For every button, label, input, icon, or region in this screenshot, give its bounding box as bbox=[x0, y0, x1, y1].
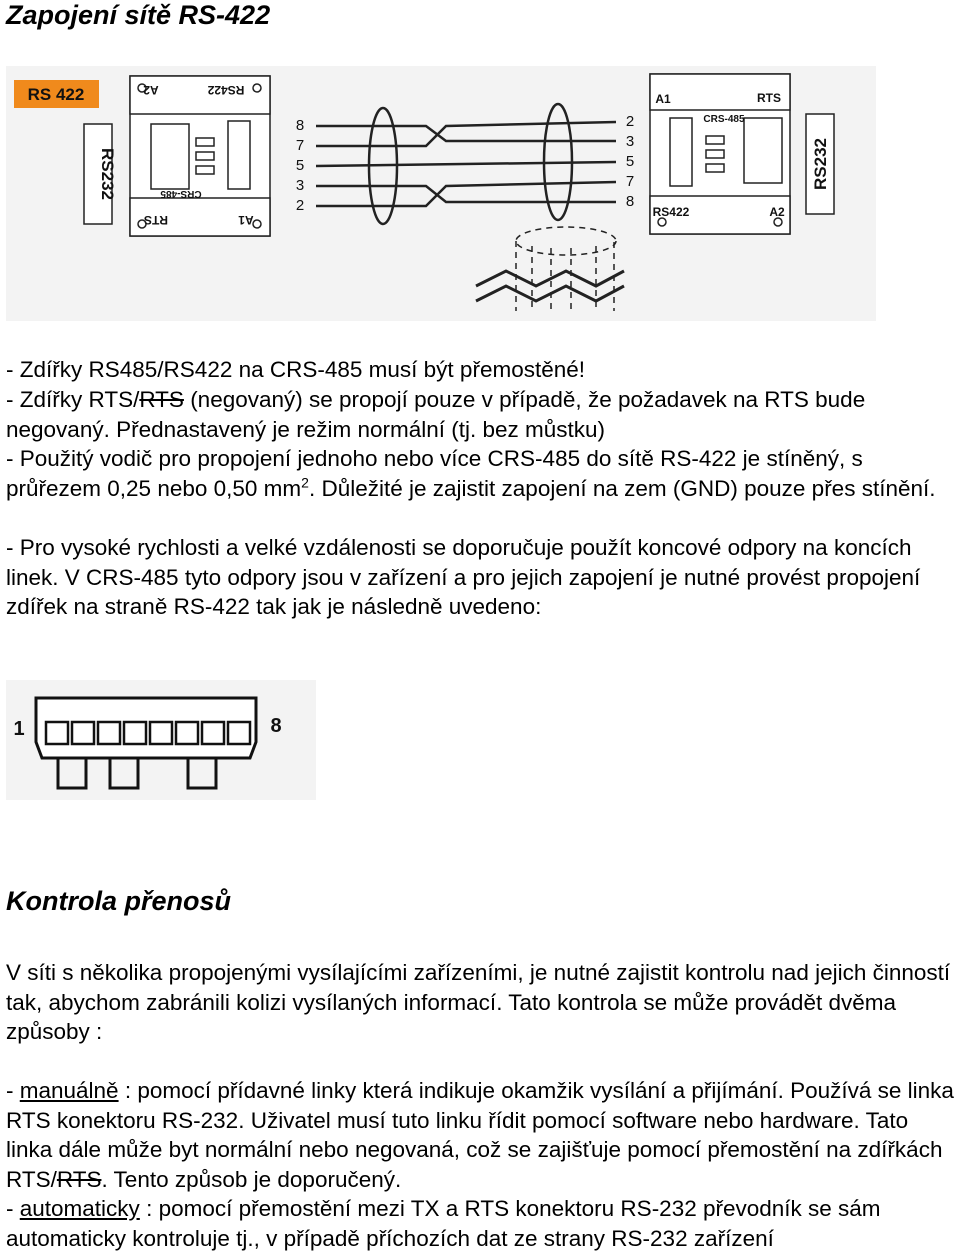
svg-text:RS 422: RS 422 bbox=[27, 85, 85, 104]
bullet-termination: - Pro vysoké rychlosti a velké vzdálenosti se doporučuje použít koncové odpory na koncích linek. V CRS-485 tyto odpory jsou v zařízení a pro jejich zapojení je nutné provést propojení zdířek na straně RS-422 tak jak je následně uvedeno: bbox=[6, 535, 921, 620]
rs422-badge bbox=[14, 80, 99, 108]
svg-text:8: 8 bbox=[625, 193, 635, 210]
svg-text:CRS-485: CRS-485 bbox=[703, 114, 745, 125]
svg-text:RTS: RTS bbox=[144, 213, 168, 227]
svg-text:3: 3 bbox=[625, 133, 635, 150]
svg-text:A1: A1 bbox=[238, 213, 254, 227]
svg-text:2: 2 bbox=[295, 197, 305, 214]
bullet-rts: - Zdířky RTS/RTS (negovaný) se propojí pouze v případě, že požadavek na RTS bude negovaný. Přednastavený je režim normální (tj. bez můstku) bbox=[6, 387, 866, 442]
section-title-transmission-control: Kontrola přenosů bbox=[6, 886, 232, 916]
svg-text:A1: A1 bbox=[655, 92, 671, 106]
svg-text:A2: A2 bbox=[143, 83, 159, 97]
svg-text:RS232: RS232 bbox=[811, 138, 830, 190]
svg-text:A2: A2 bbox=[769, 205, 785, 219]
rs422-wiring-diagram bbox=[6, 66, 876, 321]
svg-text:8: 8 bbox=[295, 117, 305, 134]
svg-text:RS422: RS422 bbox=[652, 205, 690, 219]
svg-text:RS422: RS422 bbox=[207, 83, 245, 97]
bullet-bridge: - Zdířky RS485/RS422 na CRS-485 musí být přemostěné! bbox=[6, 357, 586, 382]
method-manual: - manuálně : pomocí přídavné linky která indikuje okamžik vysílání a přijímání. Používá se linka RTS konektoru RS-232. Uživatel musí tuto linku řídit pomocí software nebo hardware. Tato linka dále může byt normální nebo negovaná, což se zajišťuje pomocí přemostění na zdířkách RTS/RTS. Tento způsob je doporučený. bbox=[6, 1078, 954, 1192]
svg-text:RTS: RTS bbox=[757, 91, 781, 105]
svg-text:7: 7 bbox=[295, 137, 305, 154]
bullet-cable: - Použitý vodič pro propojení jednoho nebo více CRS-485 do sítě RS-422 je stíněný, s průřezem 0,25 nebo 0,50 $mm^2$. Důležité je zajistit zapojení na zem (GND) pouze přes stínění. bbox=[6, 446, 936, 501]
svg-text:5: 5 bbox=[295, 157, 305, 174]
svg-text:3: 3 bbox=[295, 177, 305, 194]
svg-text:1: 1 bbox=[13, 718, 25, 740]
page-title: Zapojení sítě RS-422 bbox=[6, 0, 271, 30]
transmission-intro: V síti s několika propojenými vysílajícími zařízeními, je nutné zajistit kontrolu nad jejich činností tak, abychom zabránili kolizi vysílaných informací. Tato kontrola se může provádět dvěma způsoby : bbox=[6, 960, 951, 1045]
svg-text:RS232: RS232 bbox=[98, 148, 117, 200]
terminal-connector-diagram bbox=[6, 680, 316, 800]
svg-text:CRS-485: CRS-485 bbox=[160, 188, 202, 199]
svg-text:7: 7 bbox=[625, 173, 635, 190]
svg-text:2: 2 bbox=[625, 113, 635, 130]
method-automatic: - automaticky : pomocí přemostění mezi TX a RTS konektoru RS-232 převodník se sám automaticky kontroluje tj., v případě příchozích dat ze strany RS-232 zařízení bbox=[6, 1196, 881, 1251]
svg-text:5: 5 bbox=[625, 153, 635, 170]
svg-text:8: 8 bbox=[270, 715, 282, 737]
